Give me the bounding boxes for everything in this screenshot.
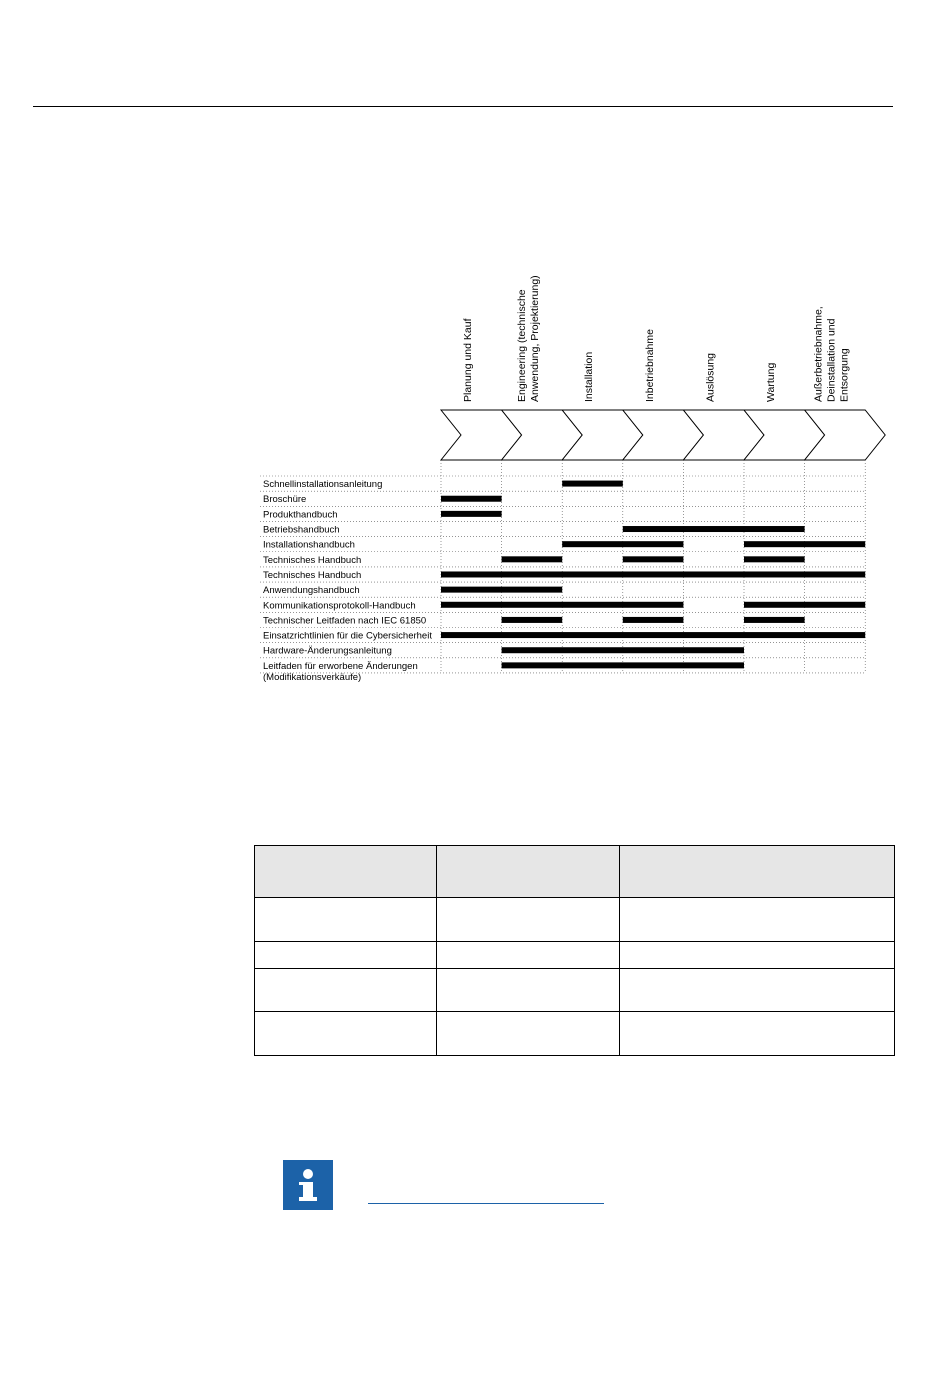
document-phase-bar	[562, 481, 623, 487]
document-label: Einsatzrichtlinien für die Cybersicherheit	[263, 630, 432, 642]
document-phase-bar	[623, 617, 684, 623]
phase-label: Engineering (technische	[516, 289, 529, 402]
phase-label: Installation	[583, 351, 596, 402]
document-label: Installationshandbuch	[263, 539, 355, 551]
document-label: Kommunikationsprotokoll-Handbuch	[263, 600, 416, 612]
document-label: Anwendungshandbuch	[263, 585, 360, 597]
table-cell	[620, 1012, 895, 1056]
phase-label: Außerbetriebnahme,	[812, 306, 825, 402]
document-phase-bar	[623, 526, 805, 532]
document-phase-bar	[623, 556, 684, 562]
document-phase-bar	[441, 587, 562, 593]
table-cell	[437, 1012, 620, 1056]
document-label: (Modifikationsverkäufe)	[263, 671, 362, 683]
document-phase-bar	[744, 541, 865, 547]
document-table	[254, 845, 895, 1056]
document-phase-bar	[562, 541, 683, 547]
phase-label: Planung und Kauf	[462, 318, 474, 402]
document-phase-bar	[441, 602, 683, 608]
phase-label: Entsorgung	[838, 348, 851, 402]
document-phase-bar	[744, 602, 865, 608]
phase-label: Inbetriebnahme	[643, 329, 656, 402]
document-label: Leitfaden für erworbene Änderungen	[263, 660, 418, 672]
table-header-cell	[255, 846, 437, 898]
document-phase-bar	[744, 617, 805, 623]
table-cell	[437, 898, 620, 942]
document-label: Broschüre	[263, 494, 307, 506]
document-label: Betriebshandbuch	[263, 524, 340, 536]
document-label: Technischer Leitfaden nach IEC 61850	[263, 615, 427, 627]
table-cell	[620, 968, 895, 1012]
document-phase-bar	[502, 662, 744, 668]
table-header-cell	[437, 846, 620, 898]
document-label: Hardware-Änderungsanleitung	[263, 645, 392, 657]
phase-label: Auslösung	[704, 352, 717, 402]
phase-label: Wartung	[765, 362, 777, 402]
table-header-cell	[620, 846, 895, 898]
document-phase-bar	[744, 556, 805, 562]
table-header-row	[255, 846, 895, 898]
document-phase-bar	[502, 647, 744, 653]
table-row	[255, 968, 895, 1012]
table-cell	[255, 968, 437, 1012]
note-link[interactable]	[368, 1203, 604, 1204]
document-phase-bar	[502, 617, 563, 623]
phase-label: Deinstallation und	[825, 318, 838, 402]
table-row	[255, 1012, 895, 1056]
table-cell	[620, 941, 895, 968]
info-icon	[283, 1160, 333, 1210]
document-label: Produkthandbuch	[263, 509, 338, 521]
table-cell	[255, 941, 437, 968]
table-row	[255, 941, 895, 968]
document-phase-bar	[441, 632, 865, 638]
document-label: Schnellinstallationsanleitung	[263, 479, 383, 491]
document-phase-bar	[502, 556, 563, 562]
document-label: Technisches Handbuch	[263, 554, 362, 566]
table-cell	[255, 898, 437, 942]
table-cell	[437, 968, 620, 1012]
table-cell	[437, 941, 620, 968]
document-phase-bar	[441, 571, 865, 577]
table-cell	[620, 898, 895, 942]
document-label: Technisches Handbuch	[263, 569, 362, 581]
document-phase-bar	[441, 511, 502, 517]
table-cell	[255, 1012, 437, 1056]
document-phase-bar	[441, 496, 502, 502]
phase-label: Anwendung, Projektierung)	[529, 275, 542, 402]
table-row	[255, 898, 895, 942]
